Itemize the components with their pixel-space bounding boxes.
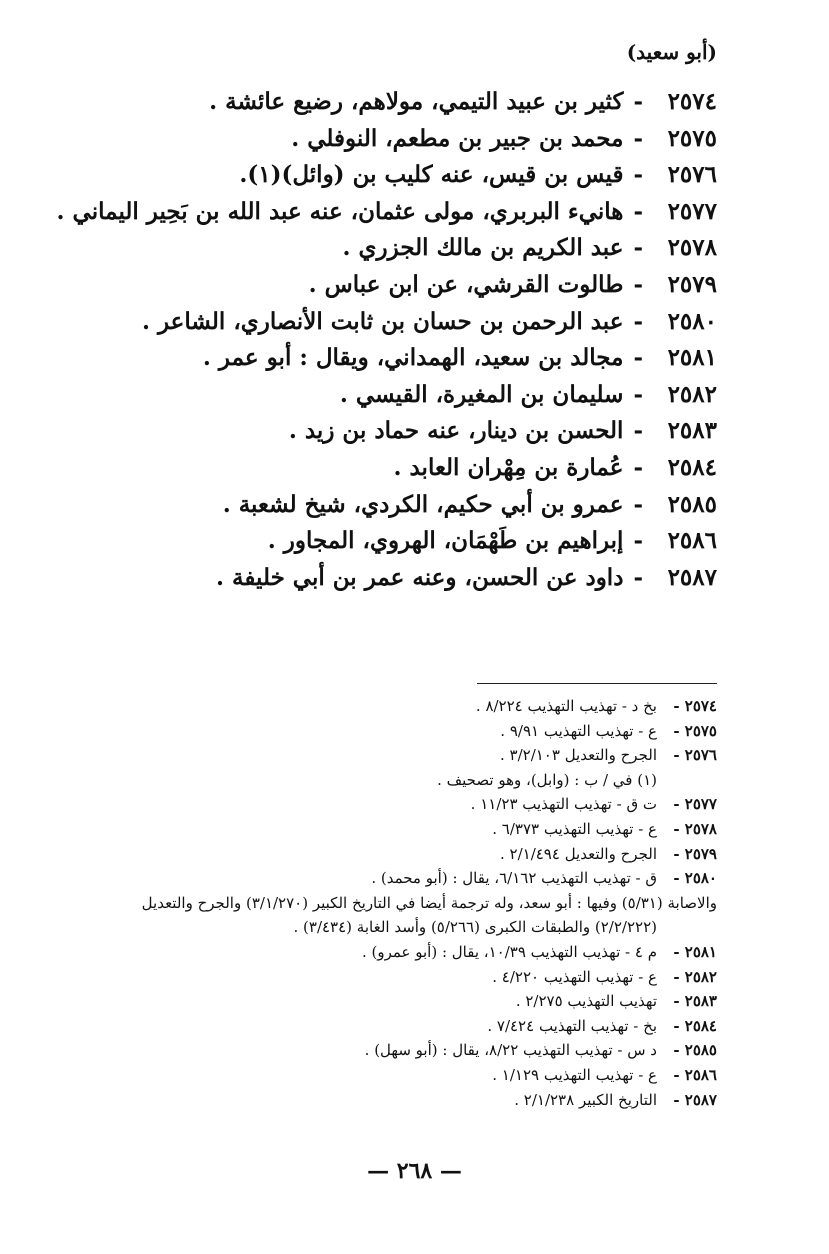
entry-text: داود عن الحسن، وعنه عمر بن أبي خليفة .	[216, 563, 624, 591]
note-text: التاريخ الكبير ٢/١/٢٣٨ .	[514, 1090, 657, 1109]
entry-number: ٢٥٧٩	[667, 270, 717, 298]
note	[0, 719, 717, 744]
note	[0, 694, 717, 719]
entry-number: ٢٥٧٨	[667, 234, 717, 262]
entry-text: الحسن بن دينار، عنه حماد بن زيد .	[288, 417, 624, 445]
note	[0, 989, 717, 1014]
running-head: (أبو سعيد)	[626, 40, 717, 64]
note-number: ٢٥٧٨ -	[673, 819, 717, 838]
note	[0, 866, 717, 891]
note-number: ٢٥٨٧ -	[673, 1090, 717, 1109]
note-text: تهذيب التهذيب ٢/٢٧٥ .	[515, 992, 657, 1011]
entry-number: ٢٥٨٦	[667, 527, 717, 555]
entry-text: سليمان بن المغيرة، القيسي .	[339, 380, 624, 408]
entry-number: ٢٥٨٢	[667, 380, 717, 408]
entry-text: عمرو بن أبي حكيم، الكردي، شيخ لشعبة .	[222, 490, 624, 518]
note-number: ٢٥٨٥ -	[673, 1041, 717, 1060]
note-number: ٢٥٧٩ -	[673, 844, 717, 863]
entry-text: عُمارة بن مِهْران العابد .	[393, 453, 624, 481]
entry: ٢٥٨٦-إبراهيم بن طَهْمَان، الهروي، المجاور .	[57, 523, 717, 560]
entry: ٢٥٨١-مجالد بن سعيد، الهمداني، ويقال : أبو عمر .	[57, 340, 717, 377]
entries-list	[57, 84, 717, 596]
note-number: ٢٥٧٤ -	[673, 697, 717, 715]
entry-text: هانيء البربري، مولى عثمان، عنه عبد الله بن بَحِير اليماني .	[56, 197, 624, 225]
entry-text: قيس بن قيس، عنه كليب بن (وائل)(١).	[239, 161, 624, 189]
note-text: الجرح والتعديل ٢/١/٤٩٤ .	[499, 844, 657, 863]
note-continuation	[0, 915, 717, 940]
page-number: — ٢٦٨ —	[367, 1158, 462, 1184]
note-continuation	[0, 891, 717, 916]
entry-number: ٢٥٨٠	[667, 307, 717, 335]
entry: ٢٥٨٠-عبد الرحمن بن حسان بن ثابت الأنصاري، الشاعر .	[57, 304, 717, 341]
note-text: ع - تهذيب التهذيب ٩/٩١ .	[500, 721, 657, 740]
note	[0, 817, 717, 842]
note-number: ٢٥٨٤ -	[673, 1016, 717, 1035]
note-text: ت ق - تهذيب التهذيب ١١/٢٣ .	[470, 795, 657, 814]
entry-text: محمد بن جبير بن مطعم، النوفلي .	[291, 124, 624, 152]
entry-text: إبراهيم بن طَهْمَان، الهروي، المجاور .	[267, 527, 624, 555]
note-number: ٢٥٧٦ -	[673, 746, 717, 765]
entry-number: ٢٥٧٦	[667, 161, 717, 189]
note	[0, 743, 717, 768]
entry: ٢٥٨٢-سليمان بن المغيرة، القيسي .	[57, 377, 717, 414]
note	[0, 1063, 717, 1088]
entry-number: ٢٥٧٥	[667, 124, 717, 152]
entry: ٢٥٧٩-طالوت القرشي، عن ابن عباس .	[57, 267, 717, 304]
note-text: بخ - تهذيب التهذيب ٧/٤٢٤ .	[487, 1016, 657, 1035]
note-text: م ٤ - تهذيب التهذيب ١٠/٣٩، يقال : (أبو عمرو) .	[361, 942, 657, 961]
entry-text: عبد الكريم بن مالك الجزري .	[342, 234, 624, 262]
entry-number: ٢٥٧٤	[667, 88, 717, 115]
note-text: (٢/٢/٢٢٢) والطبقات الكبرى (٥/٢٦٦) وأسد الغابة (٣/٤٣٤) .	[293, 918, 657, 937]
note	[0, 1088, 717, 1113]
entry: ٢٥٧٦-قيس بن قيس، عنه كليب بن (وائل)(١).	[57, 157, 717, 194]
note-text: والاصابة (٥/٣١) وفيها : أبو سعد، وله ترجمة أيضا في التاريخ الكبير (٣/١/٢٧٠) والجرح والتعديل	[141, 893, 717, 912]
entry: ٢٥٧٨-عبد الكريم بن مالك الجزري .	[57, 230, 717, 267]
entry-number: ٢٥٨٧	[667, 563, 717, 591]
note	[0, 842, 717, 867]
notes-list	[0, 694, 717, 1112]
note-text: د س - تهذيب التهذيب ٨/٢٢، يقال : (أبو سهل) .	[364, 1041, 657, 1060]
entry-text: طالوت القرشي، عن ابن عباس .	[308, 270, 624, 298]
note-number: ٢٥٨١ -	[673, 942, 717, 961]
footnote-divider	[477, 683, 717, 684]
note-text: ع - تهذيب التهذيب ٤/٢٢٠ .	[492, 967, 657, 986]
entry-number: ٢٥٨٣	[667, 417, 717, 445]
note-number: ٢٥٨٣ -	[673, 992, 717, 1011]
entry-number: ٢٥٧٧	[667, 197, 717, 225]
entry-text: مجالد بن سعيد، الهمداني، ويقال : أبو عمر .	[202, 344, 624, 372]
entry: ٢٥٧٧-هانيء البربري، مولى عثمان، عنه عبد الله بن بَحِير اليماني .	[57, 194, 717, 231]
entry: ٢٥٧٥-محمد بن جبير بن مطعم، النوفلي .	[57, 121, 717, 158]
entry-number: ٢٥٨١	[667, 344, 717, 372]
note	[0, 792, 717, 817]
note	[0, 1038, 717, 1063]
entry-text: عبد الرحمن بن حسان بن ثابت الأنصاري، الشاعر .	[141, 307, 624, 335]
note-text: (١) في / ب : (وابل)، وهو تصحيف .	[437, 770, 657, 789]
note-text: ع - تهذيب التهذيب ١/١٢٩ .	[492, 1065, 657, 1084]
note-text: بخ د - تهذيب التهذيب ٨/٢٢٤ .	[475, 697, 657, 715]
note-number: ٢٥٧٥ -	[673, 721, 717, 740]
note	[0, 940, 717, 965]
note-text: ع - تهذيب التهذيب ٦/٣٧٣ .	[492, 819, 657, 838]
entry: ٢٥٧٤-كثير بن عبيد التيمي، مولاهم، رضيع عائشة .	[57, 84, 717, 121]
note	[0, 1014, 717, 1039]
note-text: ق - تهذيب التهذيب ٦/١٦٢، يقال : (أبو محمد) .	[371, 869, 657, 888]
entry-number: ٢٥٨٥	[667, 490, 717, 518]
note-text: الجرح والتعديل ٣/٢/١٠٣ .	[499, 746, 657, 765]
entry-number: ٢٥٨٤	[667, 453, 717, 481]
note-number: ٢٥٨٦ -	[673, 1065, 717, 1084]
note-footnote	[0, 768, 717, 793]
entry-text: كثير بن عبيد التيمي، مولاهم، رضيع عائشة .	[209, 88, 624, 115]
note-number: ٢٥٨٢ -	[673, 967, 717, 986]
entry: ٢٥٨٧-داود عن الحسن، وعنه عمر بن أبي خليفة .	[57, 560, 717, 597]
note-number: ٢٥٨٠ -	[673, 869, 717, 888]
note-number: ٢٥٧٧ -	[673, 795, 717, 814]
entry: ٢٥٨٣-الحسن بن دينار، عنه حماد بن زيد .	[57, 413, 717, 450]
note	[0, 965, 717, 990]
entry: ٢٥٨٥-عمرو بن أبي حكيم، الكردي، شيخ لشعبة .	[57, 487, 717, 524]
entry: ٢٥٨٤-عُمارة بن مِهْران العابد .	[57, 450, 717, 487]
